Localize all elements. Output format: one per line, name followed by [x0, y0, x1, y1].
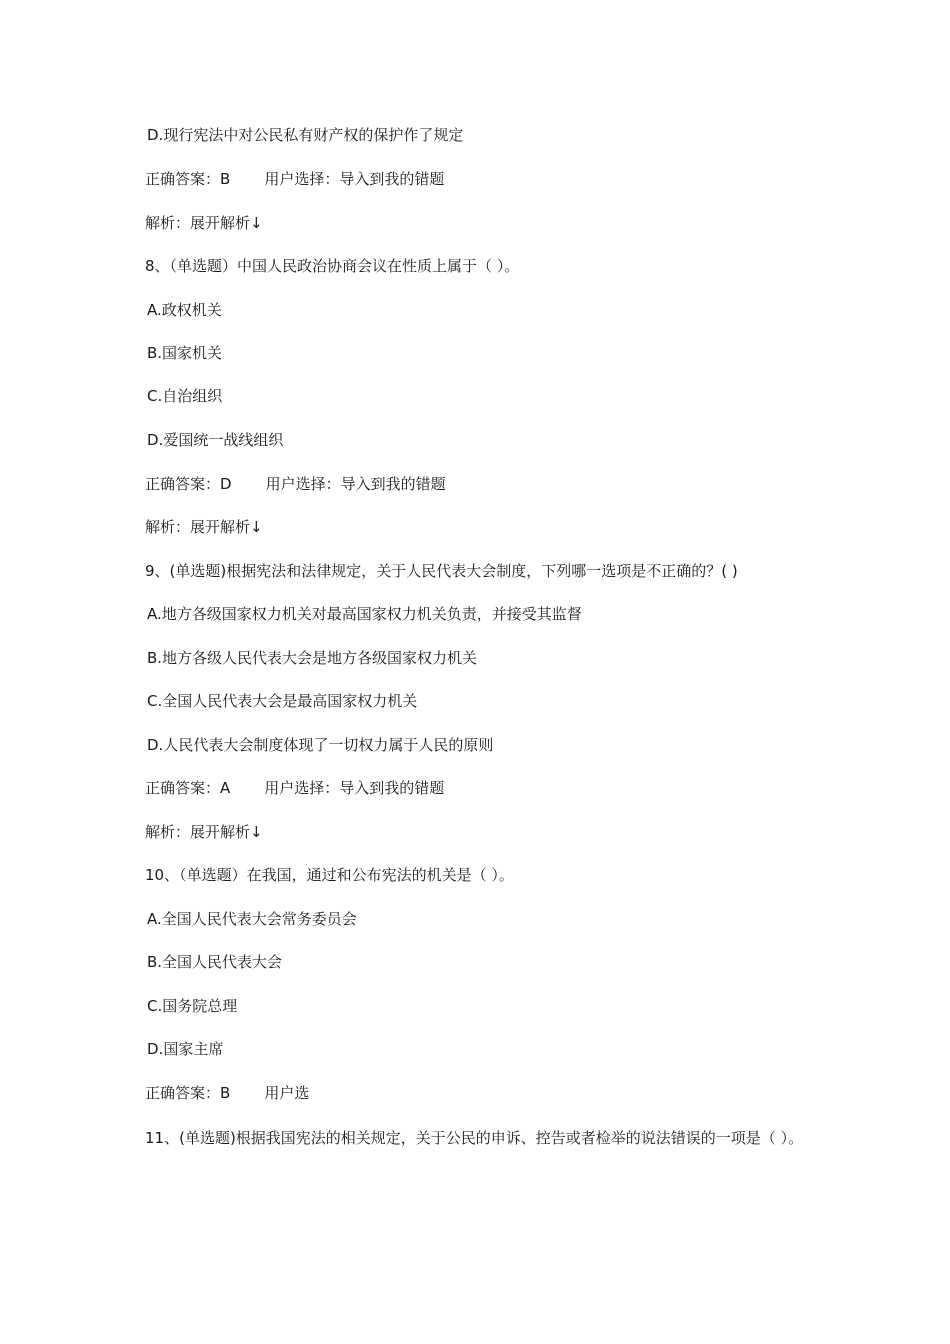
analysis-label: 解析： [145, 214, 191, 232]
answer-label: 正确答案： [145, 170, 221, 188]
q9-answer-row [145, 777, 825, 799]
q9-stem: 9、(单选题)根据宪法和法律规定，关于人民代表大会制度，下列哪一选项是不正确的？( ) [145, 562, 738, 580]
q7-option-d: D.现行宪法中对公民私有财产权的保护作了规定 [147, 126, 464, 144]
q9-option-c: C.全国人民代表大会是最高国家权力机关 [147, 692, 418, 710]
import-to-mistakes-link[interactable]: 导入到我的错题 [340, 475, 446, 493]
q8-answer-row [145, 473, 825, 495]
answer-label: 正确答案： [145, 1084, 221, 1102]
expand-analysis-toggle[interactable]: 展开解析↓ [190, 823, 263, 841]
q8-analysis-row [145, 516, 825, 538]
answer-label: 正确答案： [145, 779, 221, 797]
user-choice-label: 用户选择： [265, 475, 341, 493]
q9-option-d: D.人民代表大会制度体现了一切权力属于人民的原则 [147, 736, 494, 754]
expand-analysis-toggle[interactable]: 展开解析↓ [190, 518, 263, 536]
expand-analysis-toggle[interactable]: 展开解析↓ [190, 214, 263, 232]
answer-label: 正确答案： [145, 475, 221, 493]
import-to-mistakes-link[interactable]: 导入到我的错题 [339, 170, 445, 188]
q8-stem: 8、（单选题）中国人民政治协商会议在性质上属于（ ）。 [145, 257, 520, 275]
q10-option-b: B.全国人民代表大会 [147, 953, 283, 971]
q8-option-c: C.自治组织 [147, 387, 223, 405]
correct-answer: B [220, 170, 231, 188]
q9-option-a: A.地方各级国家权力机关对最高国家权力机关负责，并接受其监督 [147, 605, 582, 623]
user-choice-label-partial: 用户选 [264, 1084, 310, 1102]
correct-answer: D [220, 475, 232, 493]
q10-option-d: D.国家主席 [147, 1040, 224, 1058]
q9-analysis-row [145, 821, 825, 843]
q10-stem: 10、（单选题）在我国，通过和公布宪法的机关是（ ）。 [145, 866, 514, 884]
q7-analysis-row [145, 212, 825, 234]
q8-option-d: D.爱国统一战线组织 [147, 431, 284, 449]
user-choice-label: 用户选择： [264, 170, 340, 188]
import-to-mistakes-link[interactable]: 导入到我的错题 [339, 779, 445, 797]
q7-answer-row [145, 168, 825, 190]
q10-option-c: C.国务院总理 [147, 997, 238, 1015]
analysis-label: 解析： [145, 823, 191, 841]
q11-stem: 11、(单选题)根据我国宪法的相关规定，关于公民的申诉、控告或者检举的说法错误的一项是（ ）。 [145, 1129, 804, 1147]
user-choice-label: 用户选择： [264, 779, 340, 797]
q8-option-b: B.国家机关 [147, 344, 223, 362]
q10-answer-row [145, 1082, 825, 1104]
q8-option-a: A.政权机关 [147, 301, 222, 319]
q10-option-a: A.全国人民代表大会常务委员会 [147, 910, 357, 928]
q9-option-b: B.地方各级人民代表大会是地方各级国家权力机关 [147, 649, 478, 667]
analysis-label: 解析： [145, 518, 191, 536]
correct-answer: B [220, 1084, 231, 1102]
correct-answer: A [220, 779, 231, 797]
